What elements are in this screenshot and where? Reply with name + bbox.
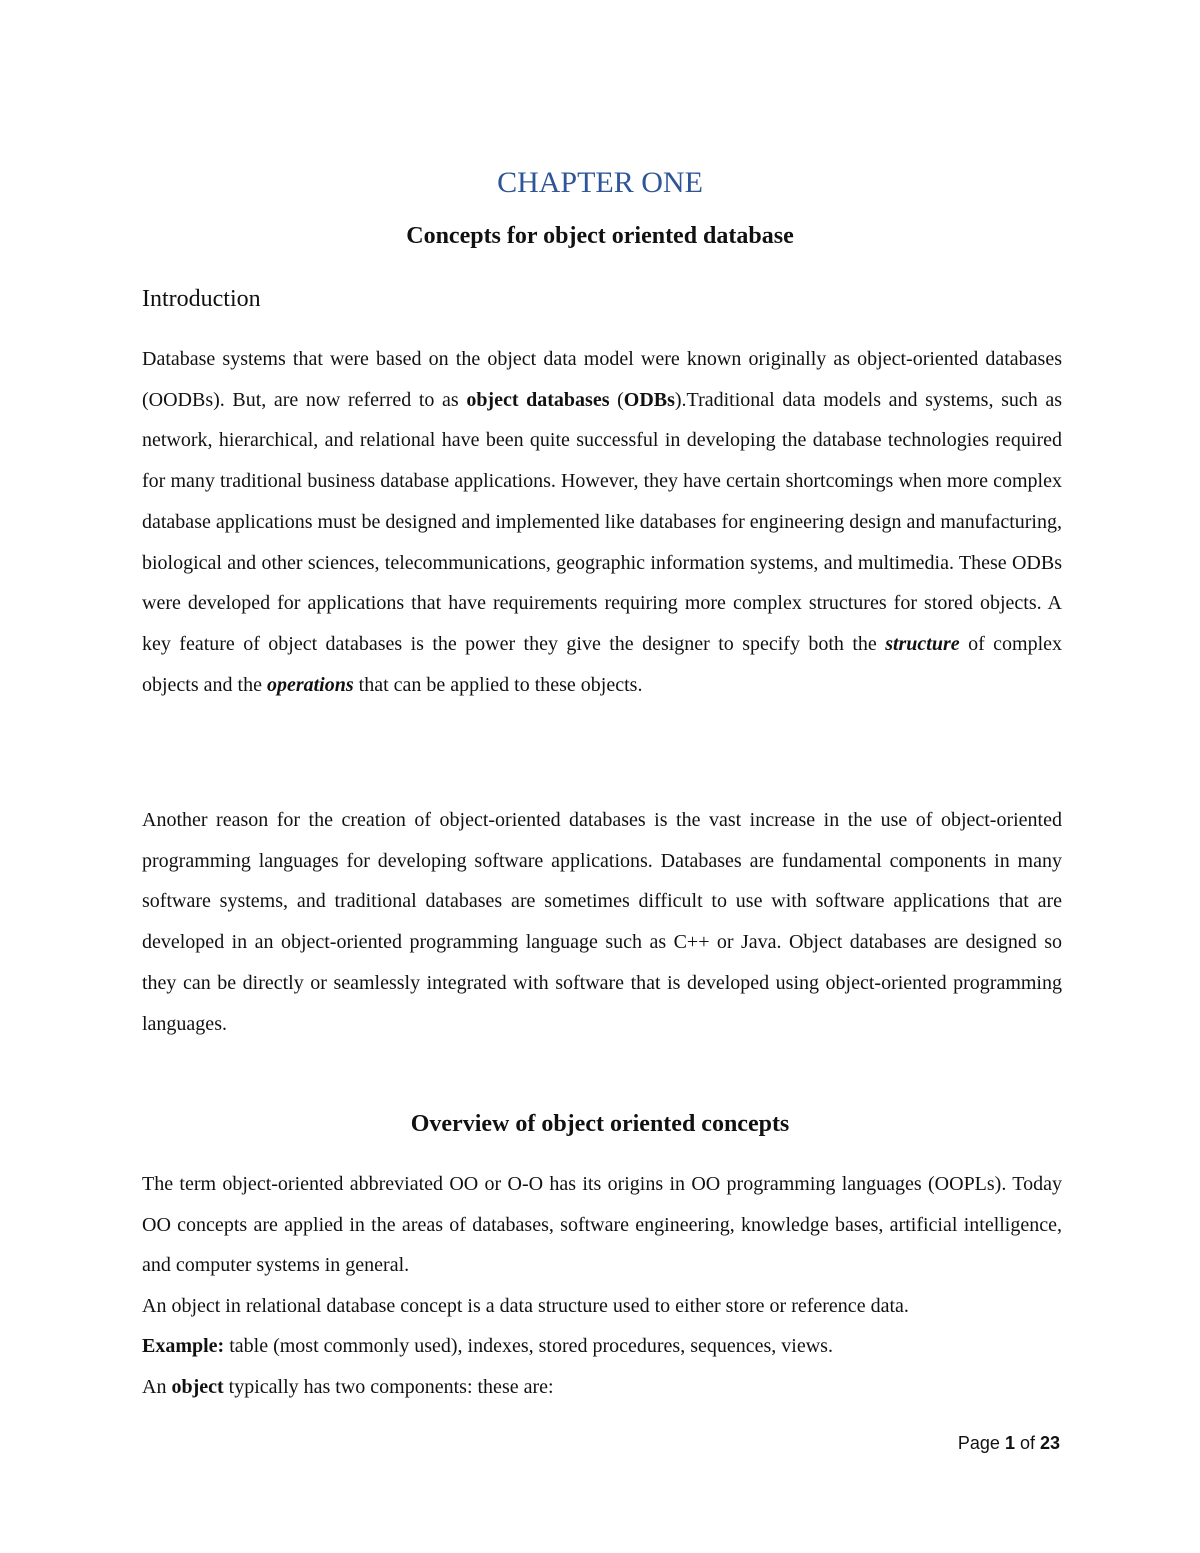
page-word: Page <box>957 1433 1005 1453</box>
text-run: An <box>142 1376 172 1398</box>
section-heading-introduction: Introduction <box>142 286 261 312</box>
of-word: of <box>1014 1433 1040 1453</box>
text-run: of complex objects and the <box>142 632 1062 696</box>
overview-paragraph: The term object-oriented abbreviated OO or O-O has its origins in OO programming languages (OOPLs). Today OO concepts are applied in the areas of databases, software engineering, knowledge bases, artificial intelligence, and computer systems in general. <box>142 1173 1062 1277</box>
overview-line-example <box>142 1326 1062 1366</box>
page-total: 23 <box>1039 1433 1060 1453</box>
text-run: typically has two components: these are: <box>223 1376 554 1398</box>
bold-term-object-databases: object databases <box>466 388 610 411</box>
chapter-subtitle: Concepts for object oriented database <box>406 223 794 249</box>
emphasis-operations: operations <box>266 673 354 696</box>
intro-paragraph-1 <box>142 339 1062 705</box>
page-number-footer <box>958 1433 1060 1454</box>
text-run: Database systems that were based on the object data model were known originally as object-oriented databases (OODBs). But, are now referred to as <box>142 348 1062 411</box>
page-number: 1 <box>1004 1433 1015 1453</box>
bold-term-object: object <box>171 1376 224 1398</box>
text-run: that can be applied to these objects. <box>353 673 643 696</box>
text-run: ( <box>609 388 624 411</box>
bold-term-odbs: ODBs <box>623 388 675 411</box>
emphasis-structure: structure <box>885 632 960 655</box>
text-run: ).Traditional data models and systems, such as network, hierarchical, and relational have been quite successful in developing the database technologies required for many traditional business database applications. However, they have certain shortcomings when more complex database applications must be designed and implemented like databases for engineering design and manufacturing, biological and other sciences, telecommunications, geographic information systems, and multimedia. These ODBs were developed for applications that have requirements requiring more complex structures for stored objects. A key feature of object databases is the power they give the designer to specify both the <box>142 388 1063 655</box>
example-label: Example: <box>142 1335 225 1357</box>
chapter-title: CHAPTER ONE <box>497 166 703 199</box>
example-text: table (most commonly used), indexes, stored procedures, sequences, views. <box>224 1335 833 1357</box>
section-heading-overview: Overview of object oriented concepts <box>410 1111 790 1137</box>
overview-line-object-definition: An object in relational database concept is a data structure used to either store or reference data. <box>142 1295 909 1317</box>
overview-line-components <box>142 1367 1062 1407</box>
intro-paragraph-2: Another reason for the creation of object-oriented databases is the vast increase in the use of object-oriented programming languages for developing software applications. Databases are fundamental components in many software systems, and traditional databases are sometimes difficult to use with software applications that are developed in an object-oriented programming language such as C++ or Java. Object databases are designed so they can be directly or seamlessly integrated with software that is developed using object-oriented programming languages. <box>142 809 1062 1035</box>
